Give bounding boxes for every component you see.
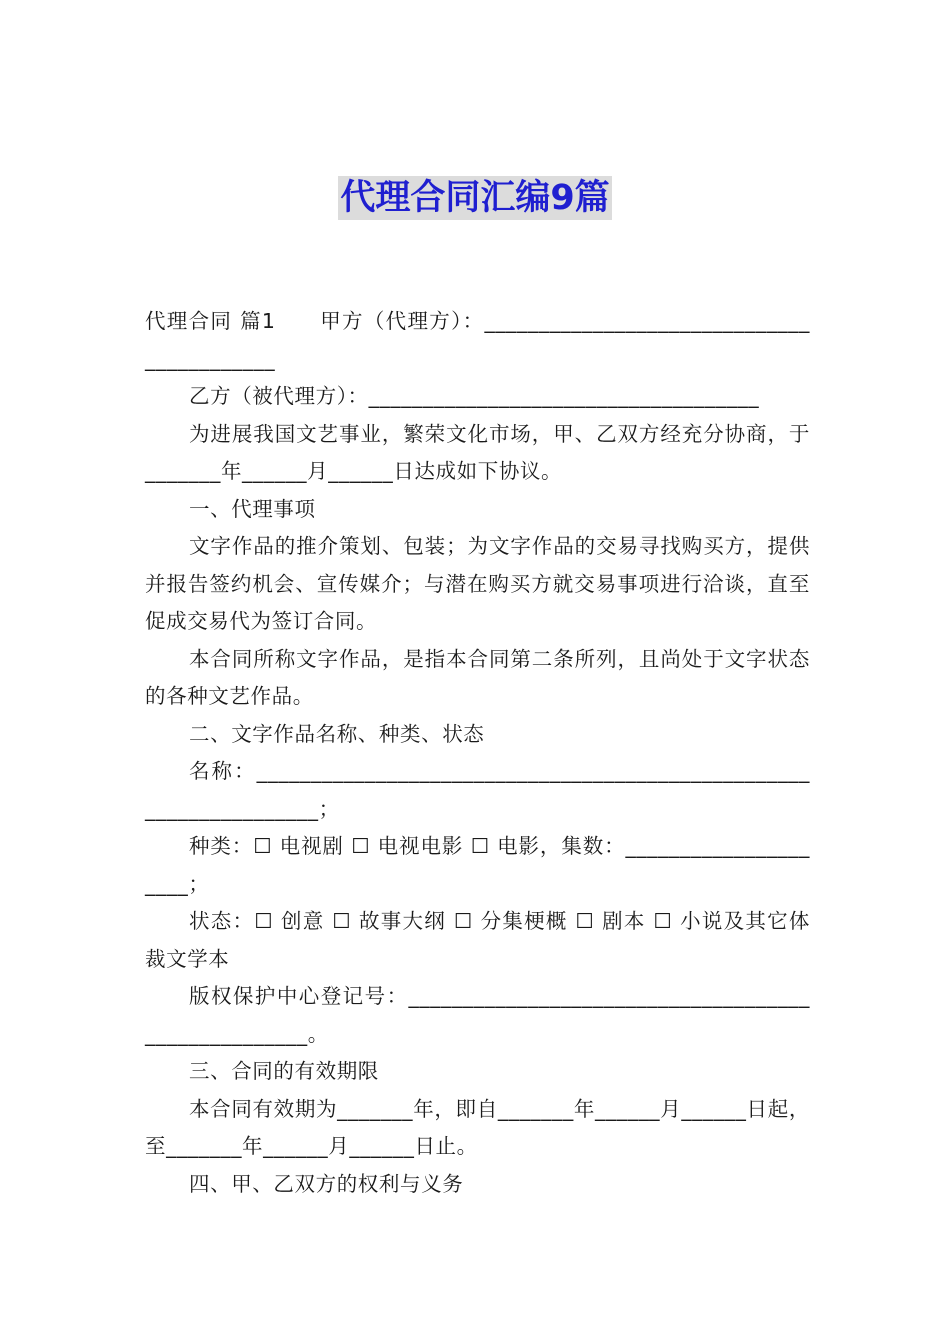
paragraph-5: 文字作品的推介策划、包装；为文字作品的交易寻找购买方，提供并报告签约机会、宣传媒介；与潜在购买方就交易事项进行洽谈，直至促成交易代为签订合同。	[145, 534, 810, 633]
paragraph-validity: 本合同有效期为_______年，即自_______年______月______日起，至_______年______月______日止。	[145, 1096, 810, 1158]
contract-heading: 代理合同 篇1	[145, 309, 276, 333]
paragraph-type-field: 种类：☐ 电视剧 ☐ 电视电影 ☐ 电影，集数：_____________________；	[145, 834, 810, 896]
paragraph-status-field: 状态：☐ 创意 ☐ 故事大纲 ☐ 分集梗概 ☐ 剧本 ☐ 小说及其它体裁文学本	[145, 909, 810, 971]
section-heading-2: 二、文字作品名称、种类、状态	[189, 721, 485, 746]
paragraph-6: 本合同所称文字作品，是指本合同第二条所列，且尚处于文字状态的各种文艺作品。	[145, 646, 810, 708]
document-title: 代理合同汇编9篇	[340, 178, 610, 218]
section-heading-1: 一、代理事项	[189, 496, 316, 521]
paragraph-name-field: 名称：___________________________________________________________________；	[145, 759, 810, 821]
paragraph-1	[145, 303, 810, 378]
paragraph-registration-field: 版权保护中心登记号：____________________________________________________。	[145, 984, 810, 1046]
document-body	[145, 303, 810, 1203]
section-heading-3: 三、合同的有效期限	[189, 1059, 379, 1083]
party-a-line: 甲方（代理方）：__________________________________________	[145, 309, 810, 371]
section-heading-4: 四、甲、乙双方的权利与义务	[189, 1171, 464, 1196]
title-container	[0, 176, 950, 220]
paragraph-2: 乙方（被代理方）：____________________________________	[189, 384, 760, 408]
paragraph-3: 为进展我国文艺事业，繁荣文化市场，甲、乙双方经充分协商，于_______年______月______日达成如下协议。	[145, 421, 810, 483]
